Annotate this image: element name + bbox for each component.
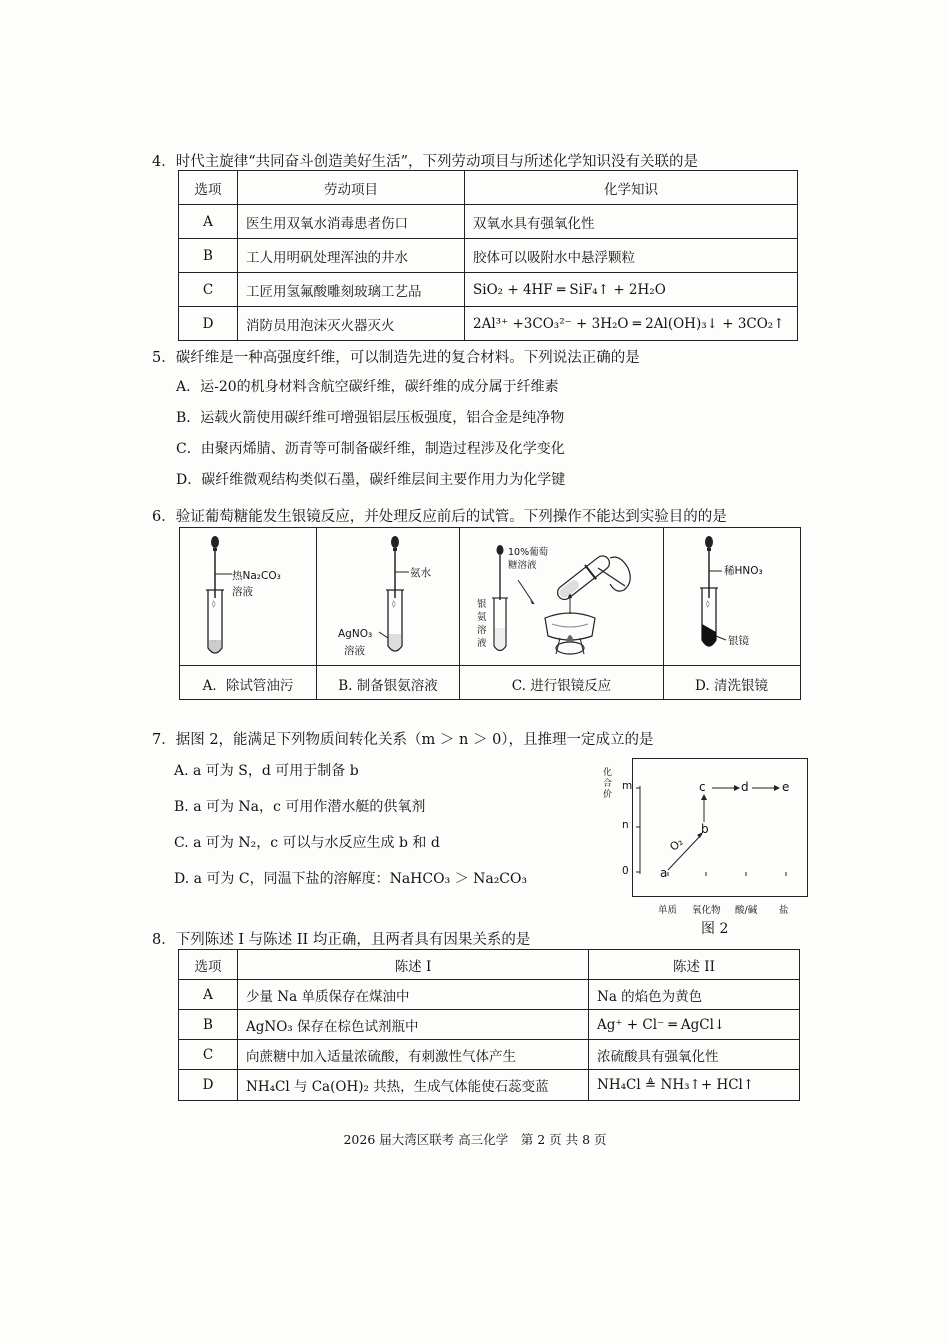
q7-option-d: D. a 可为 C，同温下盐的溶解度：NaHCO₃ ＞ Na₂CO₃: [174, 871, 528, 887]
fig2-xtick-salt: 盐: [779, 905, 789, 916]
q8-header-s1: 陈述 I: [238, 950, 589, 980]
q7-option-a: A. a 可为 S，d 可用于制备 b: [174, 763, 359, 779]
q6-a-label-reagent: 热Na₂CO₃: [232, 570, 281, 582]
q8-row-a-option: A: [179, 980, 238, 1010]
q6-d-caption: D. 清洗银镜: [695, 678, 768, 694]
q8-row-d-s2: NH₄Cl ≜ NH₃↑+ HCl↑: [589, 1070, 800, 1101]
q4-row-d-option: D: [179, 307, 238, 341]
q6-c-label-glucose-1: 10%葡萄: [508, 547, 549, 558]
q4-row-d-knowledge: 2Al³⁺ +3CO₃²⁻ + 3H₂O ═ 2Al(OH)₃↓ + 3CO₂↑: [465, 307, 798, 341]
q5-title: 5．碳纤维是一种高强度纤维，可以制造先进的复合材料。下列说法正确的是: [152, 350, 640, 366]
q6-c-label-silver-3: 溶: [477, 625, 487, 636]
q4-row-c-item: 工匠用氢氟酸雕刻玻璃工艺品: [238, 273, 465, 307]
q6-panel-b-apparatus: [317, 528, 459, 664]
q8-row-c-option: C: [179, 1040, 238, 1070]
q8-row-b-option: B: [179, 1010, 238, 1040]
q8-table: [178, 949, 800, 1101]
fig2-xtick-oxide: 氧化物: [692, 905, 721, 916]
fig2-point-b: b: [701, 822, 709, 836]
q4-row-a-item: 医生用双氧水消毒患者伤口: [238, 205, 465, 239]
q5-option-d: D．碳纤维微观结构类似石墨，碳纤维层间主要作用力为化学键: [176, 472, 566, 488]
fig2-point-d: d: [741, 780, 749, 794]
q8-row-b-s2: Ag⁺ + Cl⁻ ═ AgCl↓: [589, 1010, 800, 1040]
q5-option-c: C．由聚丙烯腈、沥青等可制备碳纤维，制造过程涉及化学变化: [176, 441, 565, 457]
fig2-point-c: c: [699, 780, 706, 794]
q4-row-c-knowledge: SiO₂ + 4HF ═ SiF₄↑ + 2H₂O: [465, 273, 798, 307]
svg-text:˙˙: ˙˙: [211, 641, 217, 648]
q4-row-a-option: A: [179, 205, 238, 239]
q7-title: 7．据图 2，能满足下列物质间转化关系（m ＞ n ＞ 0），且推理一定成立的是: [152, 732, 654, 748]
q8-row-d-s1: NH₄Cl 与 Ca(OH)₂ 共热，生成气体能使石蕊变蓝: [238, 1070, 589, 1101]
q4-title: 4．时代主旋律“共同奋斗创造美好生活”，下列劳动项目与所述化学知识没有关联的是: [152, 154, 699, 170]
fig2-xtick-element: 单质: [658, 905, 678, 916]
q6-b-label-solution: 溶液: [344, 645, 365, 657]
q8-header-option: 选项: [179, 950, 238, 980]
q5-option-a: A．运-20的机身材料含航空碳纤维，碳纤维的成分属于纤维素: [176, 379, 559, 395]
q4-row-b-option: B: [179, 239, 238, 273]
q6-b-label-ammonia: 氨水: [410, 567, 431, 579]
fig2-arrow-label: O₂: [667, 835, 686, 854]
q6-c-caption: C. 进行银镜反应: [511, 678, 612, 694]
q4-header-labor: 劳动项目: [238, 171, 465, 205]
q8-row-a-s2: Na 的焰色为黄色: [589, 980, 800, 1010]
q4-row-c-option: C: [179, 273, 238, 307]
q6-c-label-glucose-2: 糖溶液: [508, 560, 537, 571]
q6-d-label-hno3: 稀HNO₃: [724, 565, 763, 577]
q4-header-option: 选项: [179, 171, 238, 205]
fig2-caption: 图 2: [701, 921, 729, 937]
page-footer: 2026 届大湾区联考 高三化学 第 2 页 共 8 页: [343, 1132, 607, 1147]
q4-row-b-item: 工人用明矾处理浑浊的井水: [238, 239, 465, 273]
q6-b-caption: B. 制备银氨溶液: [338, 678, 438, 694]
q6-c-label-silver-1: 银: [477, 599, 487, 610]
q6-a-label-solution: 溶液: [232, 586, 253, 598]
fig2-point-e: e: [782, 780, 790, 794]
q4-row-d-item: 消防员用泡沫灭火器灭火: [238, 307, 465, 341]
q4-row-a-knowledge: 双氧水具有强氧化性: [465, 205, 798, 239]
q7-option-b: B. a 可为 Na，c 可用作潜水艇的供氧剂: [174, 799, 426, 815]
fig2-ytick-0: 0: [622, 865, 629, 877]
q6-d-label-mirror: 银镜: [728, 635, 749, 647]
q6-panel-c-apparatus: [460, 528, 663, 664]
q8-row-c-s2: 浓硫酸具有强氧化性: [589, 1040, 800, 1070]
q8-row-c-s1: 向蔗糖中加入适量浓硫酸，有刺激性气体产生: [238, 1040, 589, 1070]
svg-text:◊: ◊: [706, 600, 710, 608]
q8-header-s2: 陈述 II: [589, 950, 800, 980]
q8-title: 8．下列陈述 I 与陈述 II 均正确，且两者具有因果关系的是: [152, 932, 531, 948]
q6-caption-divider: [179, 665, 800, 666]
svg-text:◊: ◊: [392, 600, 396, 608]
q8-row-a-s1: 少量 Na 单质保存在煤油中: [238, 980, 589, 1010]
fig2-point-a: a: [660, 866, 668, 880]
q5-option-b: B．运载火箭使用碳纤维可增强铝层压板强度，铝合金是纯净物: [176, 410, 565, 426]
q6-c-label-silver-2: 氨: [477, 612, 487, 623]
svg-text:◊: ◊: [212, 600, 216, 608]
q8-row-b-s1: AgNO₃ 保存在棕色试剂瓶中: [238, 1010, 589, 1040]
fig2-xtick-acid-base: 酸/碱: [735, 905, 758, 916]
q4-table: [178, 170, 798, 341]
q7-option-c: C. a 可为 N₂，c 可以与水反应生成 b 和 d: [174, 835, 440, 851]
fig2-ylabel: 化合价: [603, 768, 613, 800]
q4-row-b-knowledge: 胶体可以吸附水中悬浮颗粒: [465, 239, 798, 273]
q4-header-knowledge: 化学知识: [465, 171, 798, 205]
q6-a-caption: A．除试管油污: [202, 678, 294, 694]
q6-b-label-agno3: AgNO₃: [338, 628, 373, 640]
q8-row-d-option: D: [179, 1070, 238, 1101]
q6-title: 6．验证葡萄糖能发生银镜反应，并处理反应前后的试管。下列操作不能达到实验目的的是: [152, 509, 727, 525]
q6-c-label-silver-4: 液: [477, 638, 487, 649]
fig2-ytick-n: n: [622, 819, 629, 831]
fig2-ytick-m: m: [622, 780, 633, 792]
